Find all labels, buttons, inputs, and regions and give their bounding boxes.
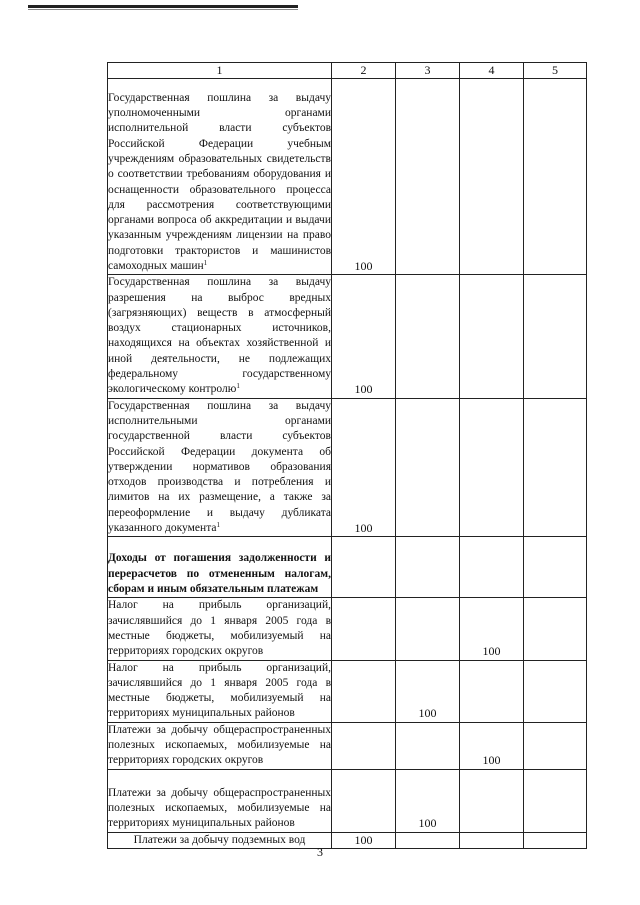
row-text: Налог на прибыль организаций, зачислявшийся до 1 января 2005 года в местные бюджеты, мобилизуемый на территориях муниципальных районов [108, 661, 331, 720]
row-text: Платежи за добычу общераспространенных полезных ископаемых, мобилизуемые на территориях муниципальных районов [108, 786, 331, 830]
cell-col-4 [460, 275, 524, 398]
footnote-mark: 1 [216, 521, 220, 530]
table-row [108, 598, 587, 660]
row-description [108, 79, 332, 275]
column-header-1: 1 [108, 63, 332, 79]
row-text: Государственная пошлина за выдачу уполномоченными органами исполнительной власти субъектов Российской Федерации учебным учреждениям образовательных свидетельств о соответствии требованиям оборудования и оснащенности образовательного процесса для рассмотрения соответствующими органами вопроса об аккредитации и выдачи указанным учреждениям лицензии на право подготовки трактористов и машинистов самоходных машин [108, 91, 331, 272]
cell-col-5 [524, 275, 587, 398]
revenue-table [107, 62, 587, 849]
page-number: 3 [317, 845, 323, 859]
row-text: Платежи за добычу подземных вод [133, 833, 306, 846]
cell-col-4: 100 [460, 722, 524, 769]
row-description [108, 722, 332, 769]
cell-col-5 [524, 660, 587, 722]
column-header-3: 3 [396, 63, 460, 79]
table-row [108, 275, 587, 398]
cell-col-4: 100 [460, 598, 524, 660]
footnote-mark: 1 [203, 259, 208, 267]
row-description [108, 398, 332, 537]
table-row [108, 769, 587, 832]
column-header-5: 5 [524, 63, 587, 79]
cell-col-2 [332, 598, 396, 660]
column-header-4: 4 [460, 63, 524, 79]
row-text: Государственная пошлина за выдачу исполнительными органами государственной власти субъектов Российской Федерации документа об утверждении нормативов образования отходов производства и потребления и лимитов на их размещение, а также за переоформление и выдачу дубликата указанного документа [108, 399, 331, 535]
row-description [108, 598, 332, 660]
row-description-section [108, 537, 332, 598]
row-text: Доходы от погашения задолженности и перерасчетов по отмененным налогам, сборам и иным обязательным платежам [108, 552, 331, 596]
cell-col-3: 100 [396, 769, 460, 832]
table-row [108, 79, 587, 275]
cell-col-5 [524, 769, 587, 832]
footnote-mark: 1 [236, 382, 240, 391]
cell-col-5 [524, 537, 587, 598]
column-header-2: 2 [332, 63, 396, 79]
cell-col-4 [460, 660, 524, 722]
cell-col-3 [396, 598, 460, 660]
row-text: Государственная пошлина за выдачу разрешения на выброс вредных (загрязняющих) веществ в атмосферный воздух стационарных источников, находящихся на объектах хозяйственной и иной деятельности, не подлежащих федеральному государственному экологическому контролю [108, 276, 331, 396]
row-description [108, 769, 332, 832]
cell-col-3 [396, 537, 460, 598]
cell-col-4 [460, 769, 524, 832]
cell-col-5 [524, 79, 587, 275]
top-rule-thin [28, 9, 298, 10]
cell-col-3 [396, 275, 460, 398]
cell-col-2 [332, 769, 396, 832]
cell-col-2: 100 [332, 832, 396, 848]
row-text: Налог на прибыль организаций, зачислявшийся до 1 января 2005 года в местные бюджеты, мобилизуемый на территориях городских округов [108, 599, 331, 658]
table-row [108, 660, 587, 722]
cell-col-2 [332, 660, 396, 722]
cell-col-2 [332, 537, 396, 598]
cell-col-2: 100 [332, 398, 396, 537]
cell-col-5 [524, 398, 587, 537]
table-row [108, 537, 587, 598]
cell-col-5 [524, 598, 587, 660]
cell-col-2: 100 [332, 79, 396, 275]
cell-col-4 [460, 79, 524, 275]
cell-col-2: 100 [332, 275, 396, 398]
row-text: Платежи за добычу общераспространенных полезных ископаемых, мобилизуемые на территориях городских округов [108, 723, 331, 767]
cell-col-3 [396, 79, 460, 275]
cell-col-3 [396, 722, 460, 769]
row-description [108, 275, 332, 398]
table-row [108, 398, 587, 537]
cell-col-3 [396, 398, 460, 537]
row-description [108, 660, 332, 722]
table-row [108, 722, 587, 769]
cell-col-2 [332, 722, 396, 769]
cell-col-4 [460, 537, 524, 598]
cell-col-4 [460, 398, 524, 537]
cell-col-5 [524, 722, 587, 769]
top-rule [28, 5, 298, 8]
table-header-row [108, 63, 587, 79]
cell-col-3: 100 [396, 660, 460, 722]
